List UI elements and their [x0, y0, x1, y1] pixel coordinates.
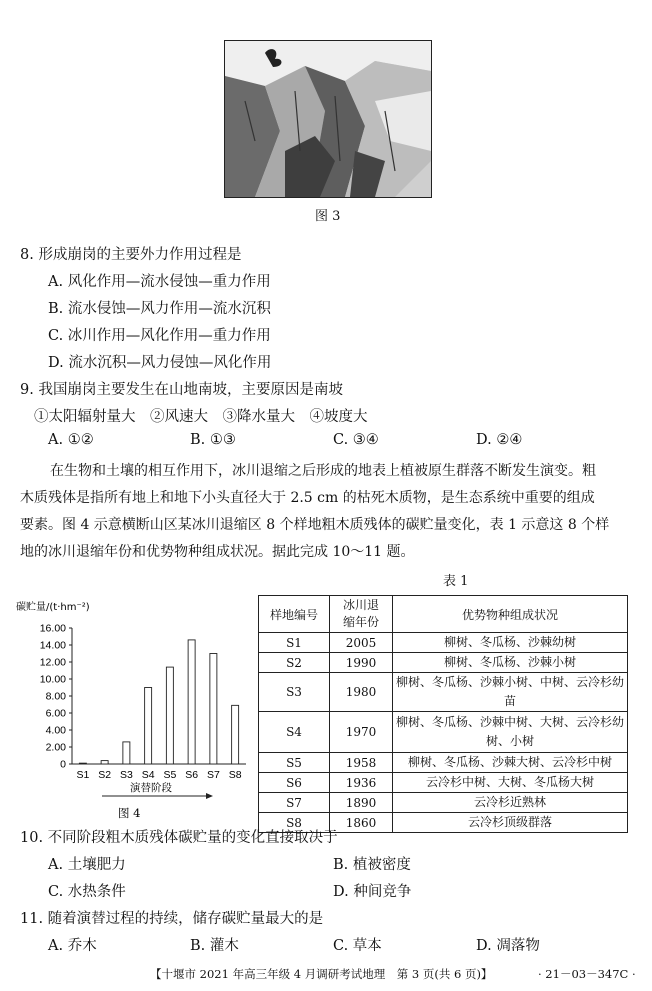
- chart-xlabel: 演替阶段: [130, 782, 172, 794]
- chart-ylabel: 碳贮量/(t·hm⁻²): [16, 602, 90, 613]
- q11-option-c: C. 草本: [333, 938, 382, 954]
- footer-right: · 21－03－347C ·: [538, 967, 636, 981]
- passage-line-4: 地的冰川退缩年份和优势物种组成状况。据此完成 10～11 题。: [20, 544, 415, 560]
- question-11-stem: 11. 随着演替过程的持续，储存碳贮量最大的是: [20, 911, 324, 927]
- q9-option-a: A. ①②: [48, 432, 94, 448]
- x-tick-label: S7: [206, 769, 220, 781]
- bar-s7: [210, 654, 217, 765]
- question-8-stem: 8. 形成崩岗的主要外力作用过程是: [20, 247, 242, 263]
- y-tick-label: 10.00: [39, 673, 66, 686]
- y-tick-label: 2.00: [45, 741, 66, 754]
- cell-site: S3: [259, 673, 330, 712]
- table1-title: 表 1: [443, 574, 469, 589]
- table-row: [259, 773, 628, 793]
- q10-option-b: B. 植被密度: [333, 857, 411, 873]
- passage-line-1: 在生物和土壤的相互作用下，冰川退缩之后形成的地表上植被原生群落不断发生演变。粗: [50, 463, 596, 479]
- figure4-caption: 图 4: [118, 806, 141, 820]
- erosion-photo: [224, 40, 432, 198]
- table-row: [259, 753, 628, 773]
- y-tick-label: 8.00: [45, 690, 66, 703]
- cell-year: 1860: [330, 813, 393, 833]
- q9-items: ①太阳辐射量大 ②风速大 ③降水量大 ④坡度大: [34, 409, 368, 425]
- figure3-caption: 图 3: [315, 209, 341, 224]
- y-tick-label: 4.00: [45, 724, 66, 737]
- cell-site: S4: [259, 712, 330, 753]
- q8-option-c: C. 冰川作用—风化作用—重力作用: [48, 328, 271, 344]
- y-tick-label: 0: [60, 758, 66, 771]
- cell-site: S8: [259, 813, 330, 833]
- cell-species: 云冷杉中树、大树、冬瓜杨大树: [393, 773, 628, 793]
- q9-option-c: C. ③④: [333, 432, 379, 448]
- cell-year: 1980: [330, 673, 393, 712]
- q9-option-d: D. ②④: [476, 432, 523, 448]
- x-tick-label: S8: [228, 769, 242, 781]
- cell-species: 云冷杉顶级群落: [393, 813, 628, 833]
- q10-option-a: A. 土壤肥力: [48, 857, 126, 873]
- cell-species: 柳树、冬瓜杨、沙棘中树、大树、云冷杉幼树、小树: [393, 712, 628, 753]
- y-tick-label: 14.00: [39, 639, 66, 652]
- cell-species: 柳树、冬瓜杨、沙棘小树: [393, 653, 628, 673]
- q11-option-d: D. 凋落物: [476, 938, 540, 954]
- table-row: [259, 712, 628, 753]
- x-tick-label: S6: [185, 769, 199, 781]
- cell-site: S2: [259, 653, 330, 673]
- cell-site: S1: [259, 633, 330, 653]
- y-tick-label: 16.00: [39, 622, 66, 635]
- question-9-stem: 9. 我国崩岗主要发生在山地南坡，主要原因是南坡: [20, 382, 343, 398]
- cell-site: S7: [259, 793, 330, 813]
- header-site: 样地编号: [259, 596, 330, 633]
- x-tick-label: S2: [98, 769, 112, 781]
- header-year: [330, 596, 393, 633]
- table-row: [259, 673, 628, 712]
- q8-option-a: A. 风化作用—流水侵蚀—重力作用: [48, 274, 271, 290]
- carbon-storage-chart: [14, 598, 250, 820]
- bar-s6: [188, 640, 195, 764]
- erosion-landscape-image: [225, 41, 431, 197]
- cell-year: 1890: [330, 793, 393, 813]
- bar-s4: [145, 688, 152, 765]
- cell-species: 柳树、冬瓜杨、沙棘大树、云冷杉中树: [393, 753, 628, 773]
- q8-option-b: B. 流水侵蚀—风力作用—流水沉积: [48, 301, 271, 317]
- cell-site: S5: [259, 753, 330, 773]
- x-tick-label: S3: [119, 769, 133, 781]
- y-tick-label: 12.00: [39, 656, 66, 669]
- y-tick-label: 6.00: [45, 707, 66, 720]
- cell-species: 柳树、冬瓜杨、沙棘小树、中树、云冷杉幼苗: [393, 673, 628, 712]
- x-arrow-head: [206, 793, 213, 799]
- table-row: [259, 793, 628, 813]
- footer-left: 【十堰市 2021 年高三年级 4 月调研考试地理 第 3 页(共 6 页)】: [150, 967, 493, 981]
- table-header-row: [259, 596, 628, 633]
- bar-s8: [232, 705, 239, 764]
- passage-line-3: 要素。图 4 示意横断山区某冰川退缩区 8 个样地粗木质残体的碳贮量变化，表 1 示意这 8 个样: [20, 517, 610, 533]
- cell-year: 1936: [330, 773, 393, 793]
- cell-year: 1958: [330, 753, 393, 773]
- table-1: [258, 595, 628, 833]
- q8-option-d: D. 流水沉积—风力侵蚀—风化作用: [48, 355, 272, 371]
- bar-s3: [123, 742, 130, 764]
- question-10-stem: 10. 不同阶段粗木质残体碳贮量的变化直接取决于: [20, 830, 338, 846]
- bar-s1: [79, 763, 86, 764]
- cell-species: 云冷杉近熟林: [393, 793, 628, 813]
- q11-option-b: B. 灌木: [190, 938, 239, 954]
- q11-option-a: A. 乔木: [48, 938, 97, 954]
- q10-option-d: D. 种间竞争: [333, 884, 412, 900]
- q9-option-b: B. ①③: [190, 432, 236, 448]
- header-year-text: 冰川退缩年份: [342, 598, 379, 629]
- table-row: [259, 633, 628, 653]
- cell-year: 1970: [330, 712, 393, 753]
- cell-species: 柳树、冬瓜杨、沙棘幼树: [393, 633, 628, 653]
- bar-s5: [166, 667, 173, 764]
- cell-year: 1990: [330, 653, 393, 673]
- header-species: 优势物种组成状况: [393, 596, 628, 633]
- table-row: [259, 653, 628, 673]
- cell-year: 2005: [330, 633, 393, 653]
- x-tick-label: S5: [163, 769, 177, 781]
- x-tick-label: S1: [76, 769, 90, 781]
- passage-line-2: 木质残体是指所有地上和地下小头直径大于 2.5 cm 的枯死木质物，是生态系统中重要的组成: [20, 490, 595, 506]
- q10-option-c: C. 水热条件: [48, 884, 126, 900]
- x-tick-label: S4: [141, 769, 155, 781]
- bar-s2: [101, 761, 108, 764]
- cell-site: S6: [259, 773, 330, 793]
